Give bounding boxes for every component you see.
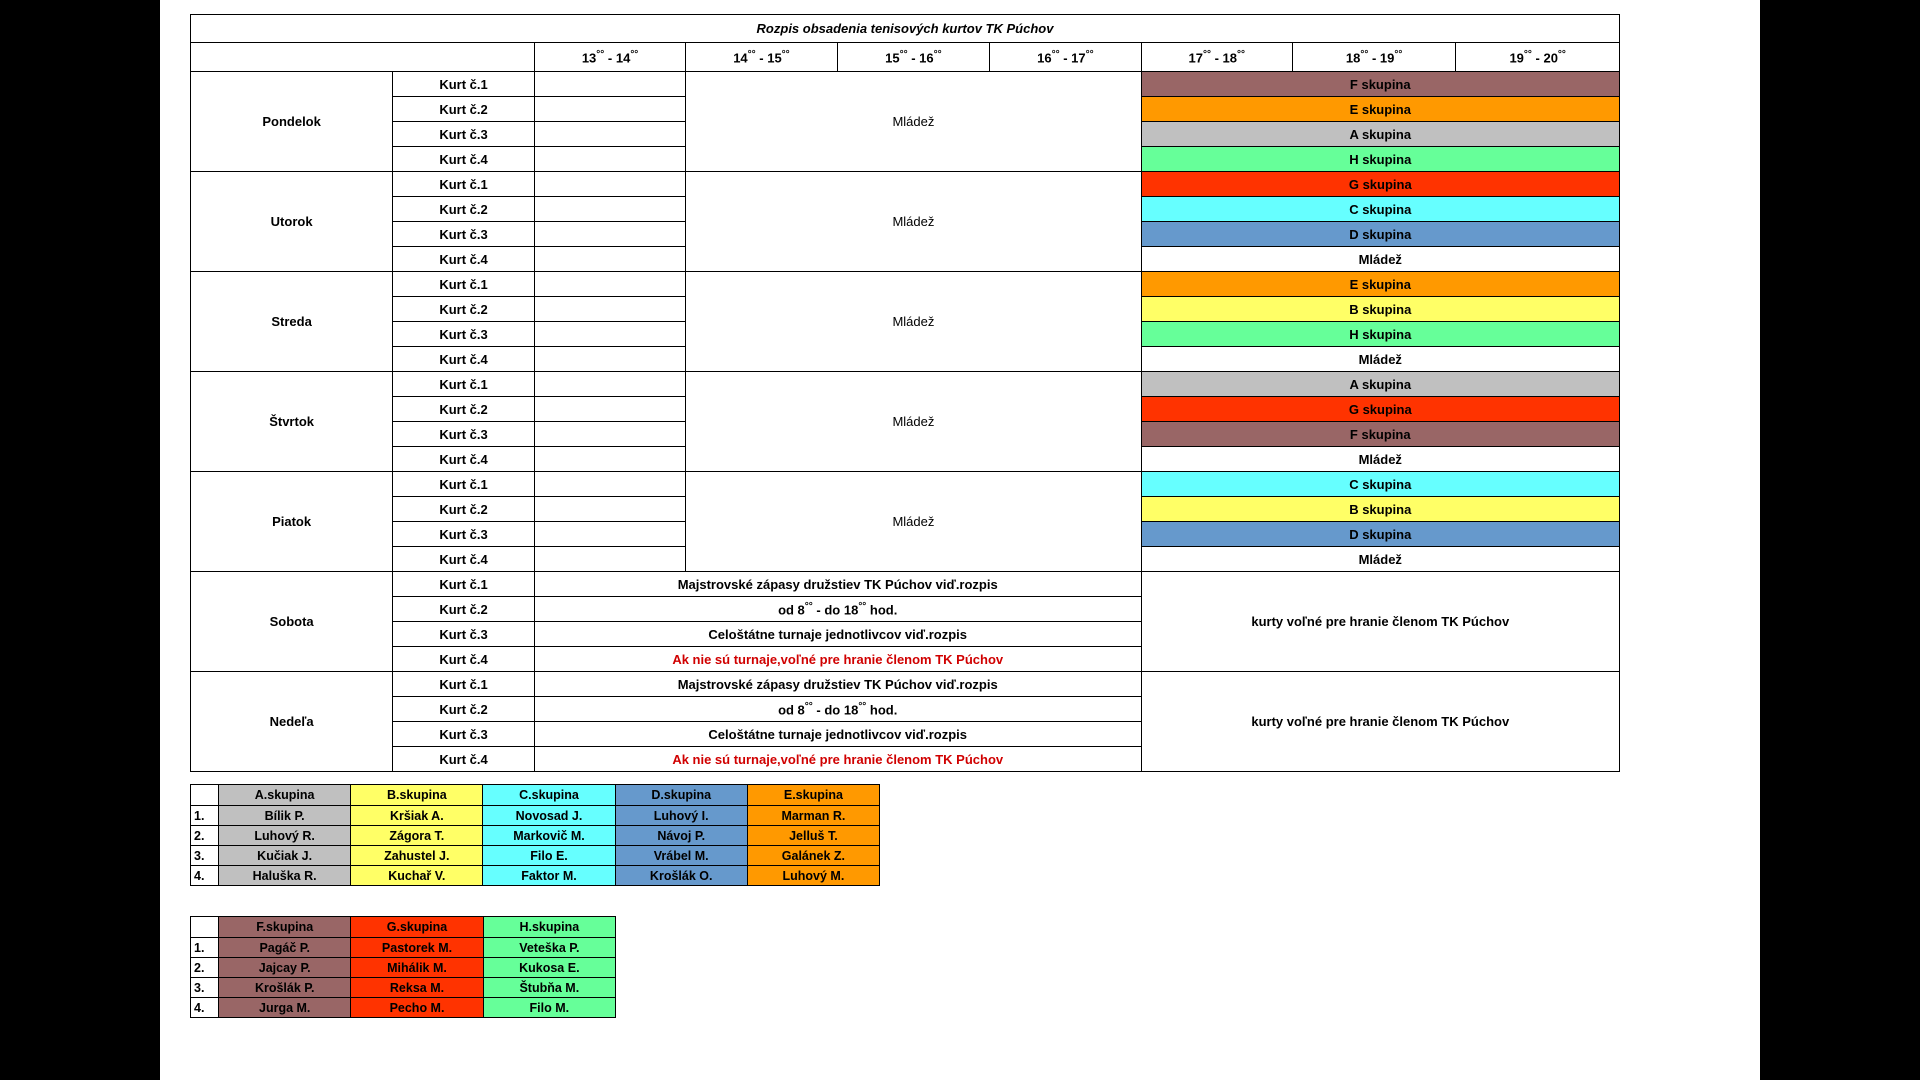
court-label: Kurt č.4	[393, 147, 535, 172]
legend-corner	[191, 785, 219, 806]
legend-player: Bílik P.	[219, 806, 351, 826]
court-label: Kurt č.2	[393, 297, 535, 322]
legend-player: Zahustel J.	[351, 846, 483, 866]
empty-slot-13-14	[534, 197, 685, 222]
legend-player: Markovič M.	[483, 826, 615, 846]
weekend-note: od 8°° - do 18°° hod.	[534, 597, 1141, 622]
mladez-block: Mládež	[686, 372, 1141, 472]
time-header-3: 16°° - 17°°	[990, 43, 1141, 72]
legend-spacer	[190, 886, 1730, 916]
empty-slot-13-14	[534, 147, 685, 172]
day-label-sobota: Sobota	[191, 572, 393, 672]
legend-row-number: 2.	[191, 826, 219, 846]
group-band: B skupina	[1141, 297, 1619, 322]
weekend-note: Majstrovské zápasy družstiev TK Púchov viď.rozpis	[534, 572, 1141, 597]
group-band: H skupina	[1141, 147, 1619, 172]
legend-group-header: A.skupina	[219, 785, 351, 806]
legend-player: Luhový I.	[615, 806, 747, 826]
empty-slot-13-14	[534, 397, 685, 422]
page-title: Rozpis obsadenia tenisových kurtov TK Púchov	[191, 15, 1620, 43]
schedule-table	[190, 14, 1620, 772]
time-header-5: 18°° - 19°°	[1292, 43, 1455, 72]
empty-slot-13-14	[534, 347, 685, 372]
group-band: H skupina	[1141, 322, 1619, 347]
court-label: Kurt č.4	[393, 647, 535, 672]
empty-slot-13-14	[534, 447, 685, 472]
empty-slot-13-14	[534, 97, 685, 122]
legend-group-header: D.skupina	[615, 785, 747, 806]
court-label: Kurt č.2	[393, 697, 535, 722]
group-band: Mládež	[1141, 447, 1619, 472]
legend-player: Veteška P.	[483, 938, 615, 958]
court-label: Kurt č.1	[393, 372, 535, 397]
weekend-free-note: kurty voľné pre hranie členom TK Púchov	[1141, 572, 1619, 672]
day-label-pondelok: Pondelok	[191, 72, 393, 172]
day-label-nedeľa: Nedeľa	[191, 672, 393, 772]
court-label: Kurt č.2	[393, 597, 535, 622]
group-band: F skupina	[1141, 422, 1619, 447]
header-empty-left	[191, 43, 535, 72]
court-label: Kurt č.1	[393, 572, 535, 597]
legend-player: Novosad J.	[483, 806, 615, 826]
empty-slot-13-14	[534, 72, 685, 97]
legend-player: Faktor M.	[483, 866, 615, 886]
court-label: Kurt č.1	[393, 272, 535, 297]
legend-group-header: H.skupina	[483, 917, 615, 938]
legend-corner	[191, 917, 219, 938]
legend-player: Krošlák O.	[615, 866, 747, 886]
legend-row-number: 1.	[191, 938, 219, 958]
legend-player: Krošlák P.	[219, 978, 351, 998]
court-label: Kurt č.2	[393, 397, 535, 422]
empty-slot-13-14	[534, 497, 685, 522]
legend-player: Zágora T.	[351, 826, 483, 846]
court-label: Kurt č.4	[393, 447, 535, 472]
legend-player: Jelluš T.	[747, 826, 879, 846]
legend-row-number: 4.	[191, 998, 219, 1018]
weekend-note: od 8°° - do 18°° hod.	[534, 697, 1141, 722]
legend-group-header: F.skupina	[219, 917, 351, 938]
group-band: G skupina	[1141, 397, 1619, 422]
empty-slot-13-14	[534, 272, 685, 297]
empty-slot-13-14	[534, 422, 685, 447]
group-band: C skupina	[1141, 472, 1619, 497]
legend-table-2	[190, 916, 616, 1018]
legend-player: Mihálik M.	[351, 958, 483, 978]
weekend-note: Celoštátne turnaje jednotlivcov viď.rozpis	[534, 722, 1141, 747]
legend-table-1	[190, 784, 880, 886]
empty-slot-13-14	[534, 247, 685, 272]
legend-2	[190, 916, 1730, 1018]
day-label-štvrtok: Štvrtok	[191, 372, 393, 472]
empty-slot-13-14	[534, 472, 685, 497]
legend-player: Kuchař V.	[351, 866, 483, 886]
legend-player: Jajcay P.	[219, 958, 351, 978]
legend-player: Kršiak A.	[351, 806, 483, 826]
group-band: A skupina	[1141, 122, 1619, 147]
mladez-block: Mládež	[686, 472, 1141, 572]
legend-group-header: G.skupina	[351, 917, 483, 938]
day-label-streda: Streda	[191, 272, 393, 372]
day-label-piatok: Piatok	[191, 472, 393, 572]
legend-row-number: 3.	[191, 846, 219, 866]
group-band: D skupina	[1141, 522, 1619, 547]
weekend-note: Celoštátne turnaje jednotlivcov viď.rozpis	[534, 622, 1141, 647]
group-band: D skupina	[1141, 222, 1619, 247]
legend-player: Filo M.	[483, 998, 615, 1018]
court-label: Kurt č.1	[393, 672, 535, 697]
legend-player: Galánek Z.	[747, 846, 879, 866]
time-header-0: 13°° - 14°°	[534, 43, 685, 72]
legend-player: Luhový M.	[747, 866, 879, 886]
time-header-6: 19°° - 20°°	[1456, 43, 1620, 72]
time-header-1: 14°° - 15°°	[686, 43, 837, 72]
court-label: Kurt č.3	[393, 222, 535, 247]
legend-1	[190, 784, 1730, 886]
court-label: Kurt č.3	[393, 722, 535, 747]
mladez-block: Mládež	[686, 272, 1141, 372]
empty-slot-13-14	[534, 297, 685, 322]
court-label: Kurt č.1	[393, 72, 535, 97]
group-band: B skupina	[1141, 497, 1619, 522]
court-label: Kurt č.4	[393, 547, 535, 572]
legend-group-header: C.skupina	[483, 785, 615, 806]
group-band: G skupina	[1141, 172, 1619, 197]
court-label: Kurt č.3	[393, 522, 535, 547]
court-label: Kurt č.1	[393, 472, 535, 497]
court-label: Kurt č.3	[393, 322, 535, 347]
page	[160, 0, 1760, 1080]
empty-slot-13-14	[534, 522, 685, 547]
legend-player: Luhový R.	[219, 826, 351, 846]
empty-slot-13-14	[534, 547, 685, 572]
group-band: Mládež	[1141, 247, 1619, 272]
legend-player: Štubňa M.	[483, 978, 615, 998]
legend-player: Kukosa E.	[483, 958, 615, 978]
weekend-note: Ak nie sú turnaje,voľné pre hranie členom TK Púchov	[534, 747, 1141, 772]
empty-slot-13-14	[534, 372, 685, 397]
group-band: C skupina	[1141, 197, 1619, 222]
day-label-utorok: Utorok	[191, 172, 393, 272]
legend-player: Kučiak J.	[219, 846, 351, 866]
court-label: Kurt č.3	[393, 122, 535, 147]
legend-row-number: 3.	[191, 978, 219, 998]
mladez-block: Mládež	[686, 72, 1141, 172]
legend-player: Pagáč P.	[219, 938, 351, 958]
weekend-note: Majstrovské zápasy družstiev TK Púchov viď.rozpis	[534, 672, 1141, 697]
empty-slot-13-14	[534, 222, 685, 247]
court-label: Kurt č.3	[393, 622, 535, 647]
legend-row-number: 2.	[191, 958, 219, 978]
time-header-4: 17°° - 18°°	[1141, 43, 1292, 72]
legend-player: Reksa M.	[351, 978, 483, 998]
group-band: E skupina	[1141, 272, 1619, 297]
court-label: Kurt č.4	[393, 747, 535, 772]
weekend-note: Ak nie sú turnaje,voľné pre hranie členom TK Púchov	[534, 647, 1141, 672]
legend-player: Vrábel M.	[615, 846, 747, 866]
group-band: Mládež	[1141, 547, 1619, 572]
court-label: Kurt č.3	[393, 422, 535, 447]
court-label: Kurt č.2	[393, 197, 535, 222]
legend-player: Návoj P.	[615, 826, 747, 846]
court-label: Kurt č.1	[393, 172, 535, 197]
time-header-2: 15°° - 16°°	[837, 43, 990, 72]
legend-player: Pecho M.	[351, 998, 483, 1018]
court-label: Kurt č.2	[393, 497, 535, 522]
legend-group-header: E.skupina	[747, 785, 879, 806]
court-label: Kurt č.4	[393, 347, 535, 372]
empty-slot-13-14	[534, 122, 685, 147]
legend-player: Pastorek M.	[351, 938, 483, 958]
schedule-wrapper	[190, 14, 1730, 1018]
mladez-block: Mládež	[686, 172, 1141, 272]
court-label: Kurt č.4	[393, 247, 535, 272]
weekend-free-note: kurty voľné pre hranie členom TK Púchov	[1141, 672, 1619, 772]
group-band: A skupina	[1141, 372, 1619, 397]
group-band: E skupina	[1141, 97, 1619, 122]
legend-player: Jurga M.	[219, 998, 351, 1018]
court-label: Kurt č.2	[393, 97, 535, 122]
legend-player: Marman R.	[747, 806, 879, 826]
legend-row-number: 4.	[191, 866, 219, 886]
empty-slot-13-14	[534, 322, 685, 347]
legend-row-number: 1.	[191, 806, 219, 826]
legend-player: Filo E.	[483, 846, 615, 866]
group-band: F skupina	[1141, 72, 1619, 97]
group-band: Mládež	[1141, 347, 1619, 372]
legend-group-header: B.skupina	[351, 785, 483, 806]
empty-slot-13-14	[534, 172, 685, 197]
legend-player: Haluška R.	[219, 866, 351, 886]
